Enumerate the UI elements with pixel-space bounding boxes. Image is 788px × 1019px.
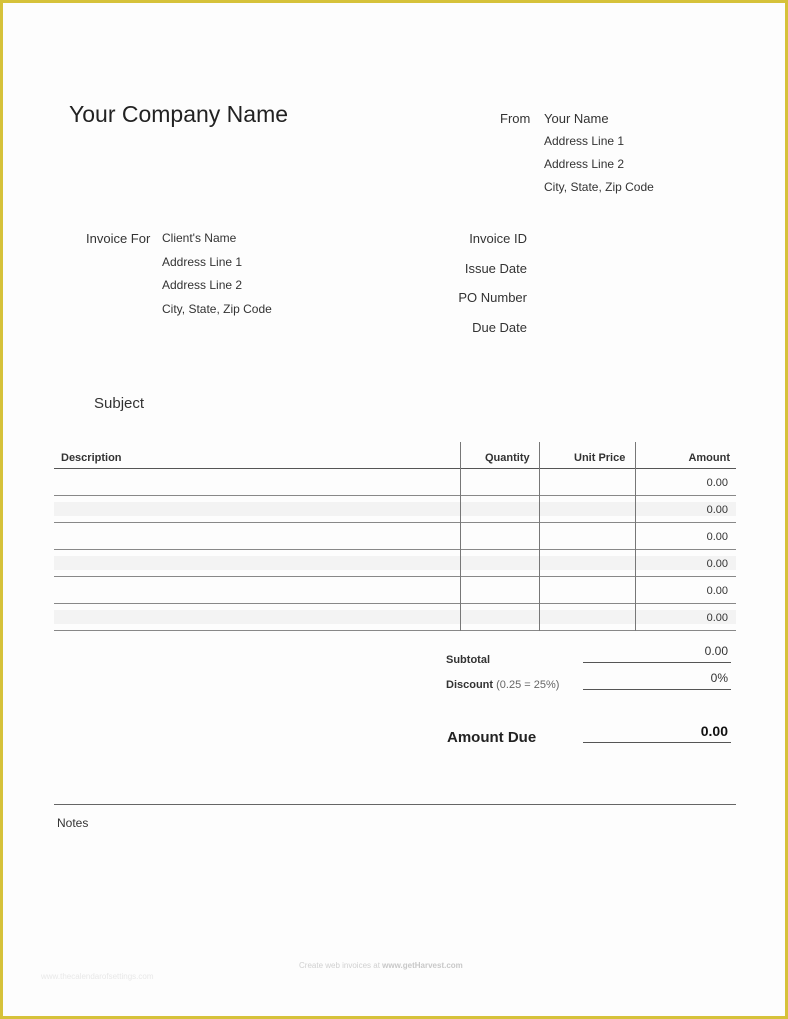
table-row [54, 523, 736, 550]
row-amount: 0.00 [706, 531, 728, 543]
client-city-state-zip: City, State, Zip Code [162, 301, 272, 316]
discount-label [446, 679, 559, 691]
client-address [162, 231, 272, 325]
client-address-line-2: Address Line 2 [162, 278, 243, 292]
footer-link[interactable]: www.getHarvest.com [382, 961, 463, 970]
discount-label-text: Discount [446, 679, 494, 691]
issue-date-label: Issue Date [464, 260, 527, 276]
invoice-meta [458, 231, 527, 349]
row-amount: 0.00 [706, 504, 728, 516]
footer-prefix: Create web invoices at [299, 961, 380, 970]
description-header: Description [61, 452, 122, 464]
from-address-line-2: Address Line 2 [544, 157, 625, 171]
table-row [54, 550, 736, 577]
table-row [54, 604, 736, 631]
amount-due-value: 0.00 [700, 723, 728, 739]
column-divider [635, 442, 636, 631]
discount-hint: (0.25 = 25%) [496, 679, 560, 691]
subtotal-label: Subtotal [446, 654, 490, 666]
column-divider [539, 442, 540, 631]
table-row [54, 496, 736, 523]
client-address-line-1: Address Line 1 [162, 254, 243, 269]
row-amount: 0.00 [706, 585, 728, 597]
discount-value: 0% [710, 671, 728, 685]
from-label: From [500, 111, 531, 126]
watermark: www.thecalendarofsettings.com [41, 972, 154, 981]
footer-credit [299, 961, 463, 970]
from-name: Your Name [544, 111, 609, 126]
amount-due-label: Amount Due [447, 729, 537, 746]
notes-label: Notes [57, 816, 89, 830]
row-amount: 0.00 [706, 558, 728, 570]
quantity-header: Quantity [485, 452, 530, 464]
amount-due-underline [583, 742, 731, 743]
company-name: Your Company Name [69, 101, 289, 127]
row-amount: 0.00 [706, 477, 728, 489]
from-address [544, 111, 654, 203]
invoice-for-label: Invoice For [86, 231, 151, 246]
subtotal-underline [583, 662, 731, 663]
notes-divider [54, 804, 736, 805]
amount-header: Amount [688, 452, 730, 464]
column-divider [460, 442, 461, 631]
client-name: Client's Name [162, 231, 237, 245]
line-items-table [54, 442, 736, 631]
from-address-line-1: Address Line 1 [544, 134, 625, 148]
discount-underline [583, 689, 731, 690]
po-number-label: PO Number [458, 290, 527, 305]
from-city-state-zip: City, State, Zip Code [544, 180, 654, 194]
table-row [54, 577, 736, 604]
due-date-label: Due Date [472, 319, 527, 335]
row-amount: 0.00 [706, 612, 728, 624]
table-row [54, 469, 736, 496]
table-header [54, 442, 736, 469]
unit-price-header: Unit Price [574, 452, 626, 464]
subtotal-value: 0.00 [704, 644, 728, 658]
subject-label: Subject [94, 395, 145, 412]
invoice-id-label: Invoice ID [469, 231, 527, 246]
